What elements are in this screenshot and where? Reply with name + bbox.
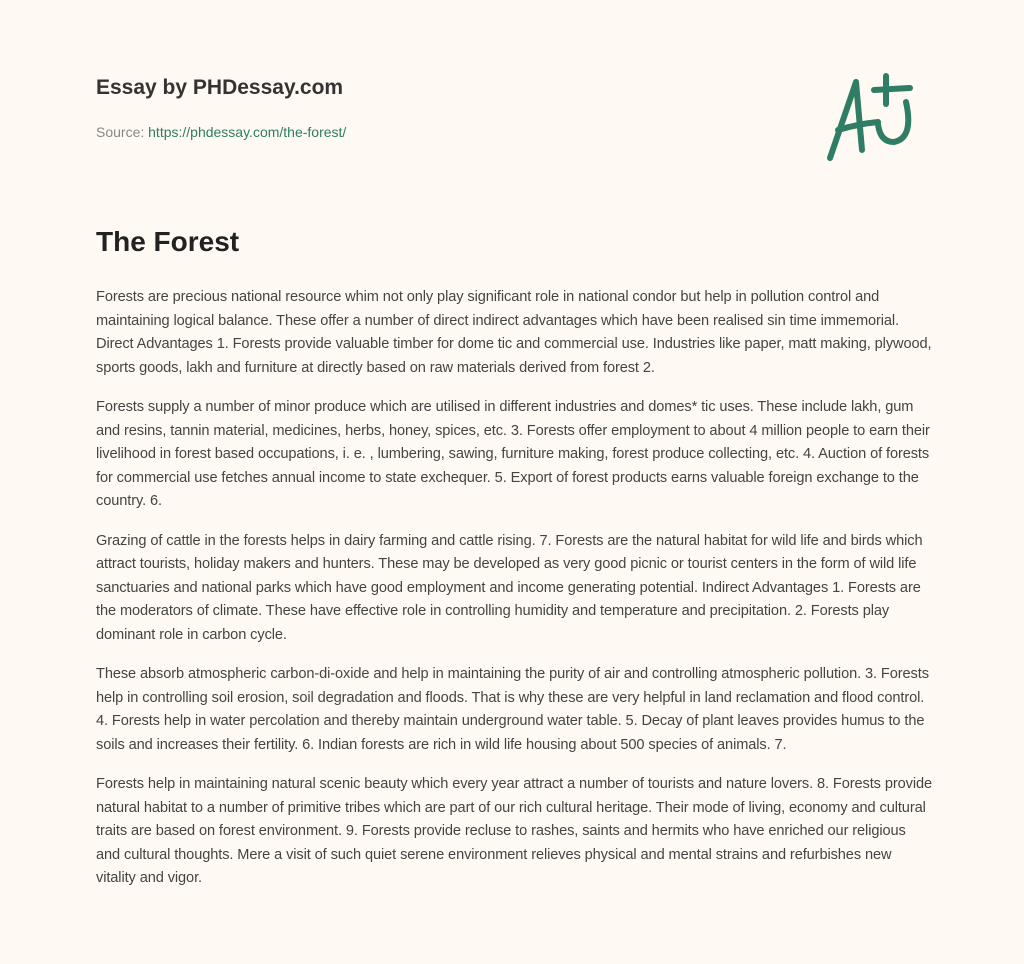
source-label: Source:: [96, 124, 149, 140]
site-brand: Essay by PHDessay.com: [96, 76, 344, 99]
paragraph: Forests help in maintaining natural scenic beauty which every year attract a number of tourists and nature lovers. 8. Forests provide natural habitat to a number of primitive tribes which are part of our rich cultural heritage. Their mode of living, economy and cultural traits are based on forest environment. 9. Forests provide recluse to rashes, saints and hermits who have enriched our religious and cultural thoughts. Mere a visit of such quiet serene environment relieves physical and mental strains and refurbishes new vitality and vigor.: [96, 776, 932, 886]
paragraph: These absorb atmospheric carbon-di-oxide and help in maintaining the purity of air and controlling atmospheric pollution. 3. Forests help in controlling soil erosion, soil degradation and floods. That is why these are very helpful in land reclamation and flood control. 4. Forests help in water percolation and thereby maintain underground water table. 5. Decay of plant leaves provides humus to the soils and increases their fertility. 6. Indian forests are rich in wild life housing about 500 species of animals. 7.: [96, 666, 929, 753]
a-plus-logo-icon: [818, 68, 928, 168]
paragraph: Forests are precious national resource whim not only play significant role in national condor but help in pollution control and maintaining logical balance. These offer a number of direct indirect advantages which have been realised sin time immemorial. Direct Advantages 1. Forests provide valuable timber for dome tic and commercial use. Industries like paper, matt making, plywood, sports goods, lakh and furniture at directly based on raw materials derived from forest 2.: [96, 289, 932, 376]
source-line: [96, 124, 346, 140]
essay-title: The Forest: [96, 226, 240, 257]
paragraph: Grazing of cattle in the forests helps in dairy farming and cattle rising. 7. Forests are the natural habitat for wild life and birds which attract tourists, holiday makers and hunters. These may be developed as very good picnic or tourist centers in the form of wild life sanctuaries and national parks which have good employment and income generating potential. Indirect Advantages 1. Forests are the moderators of climate. These have effective role in controlling humidity and temperature and precipitation. 2. Forests play dominant role in carbon cycle.: [96, 532, 923, 643]
source-link[interactable]: https://phdessay.com/the-forest/: [148, 124, 347, 140]
paragraph: Forests supply a number of minor produce which are utilised in different industries and domes* tic uses. These include lakh, gum and resins, tannin material, medicines, herbs, honey, spices, etc. 3. Forests offer employment to about 4 million people to earn their livelihood in forest based occupations, i. e. , lumbering, sawing, furniture making, forest produce collecting, etc. 4. Auction of forests for commercial use fetches annual income to state exchequer. 5. Export of forest products earns valuable foreign exchange to the country. 6.: [96, 399, 930, 509]
essay-body: [96, 286, 932, 907]
